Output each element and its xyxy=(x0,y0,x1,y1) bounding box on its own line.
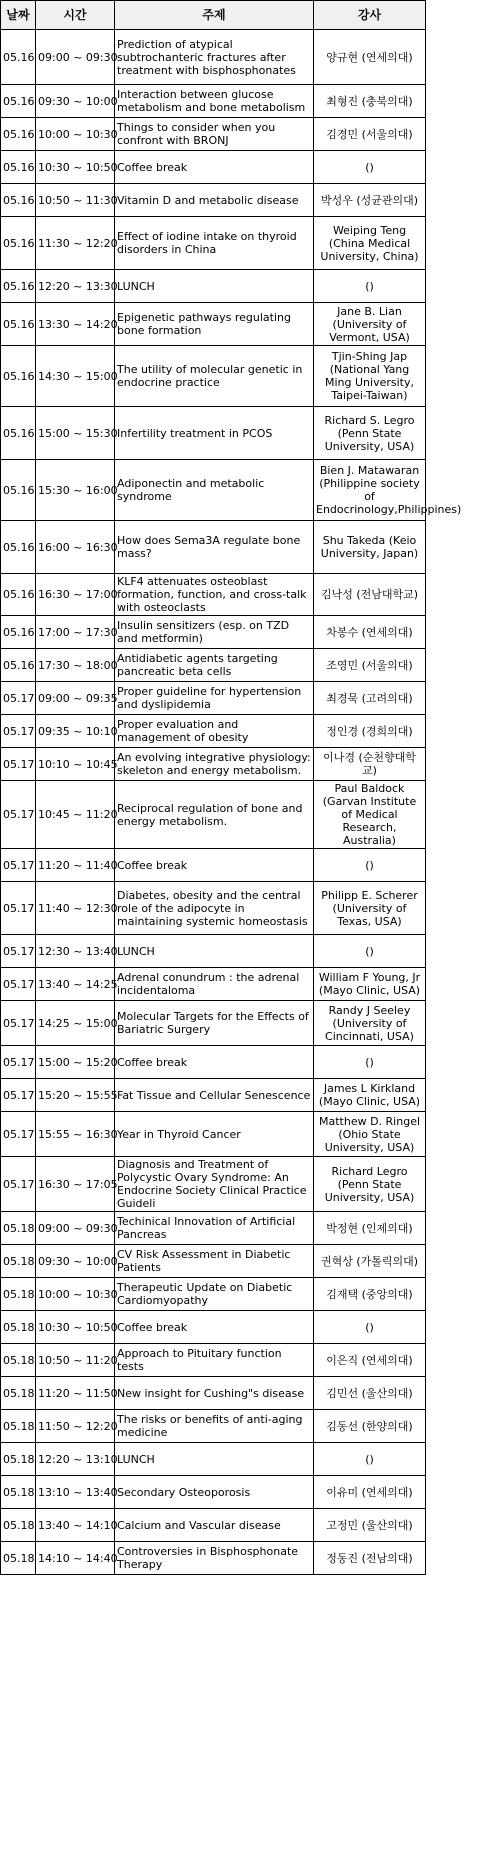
cell-speaker: 고정민 (울산의대) xyxy=(314,1509,426,1542)
table-row xyxy=(1,521,426,574)
cell-time: 13:30 ~ 14:20 xyxy=(36,303,115,346)
cell-date: 05.17 xyxy=(1,882,36,935)
cell-date: 05.16 xyxy=(1,303,36,346)
cell-time: 16:00 ~ 16:30 xyxy=(36,521,115,574)
table-row xyxy=(1,682,426,715)
cell-speaker: 정인경 (경희의대) xyxy=(314,715,426,748)
cell-date: 05.17 xyxy=(1,1079,36,1112)
cell-time: 14:10 ~ 14:40 xyxy=(36,1542,115,1575)
cell-topic: Reciprocal regulation of bone and energy metabolism. xyxy=(115,781,314,849)
cell-time: 12:20 ~ 13:30 xyxy=(36,270,115,303)
cell-time: 11:20 ~ 11:40 xyxy=(36,849,115,882)
cell-topic: Things to consider when you confront with BRONJ xyxy=(115,118,314,151)
cell-speaker: 김경민 (서울의대) xyxy=(314,118,426,151)
cell-time: 11:50 ~ 12:20 xyxy=(36,1410,115,1443)
table-row xyxy=(1,1245,426,1278)
cell-time: 13:40 ~ 14:10 xyxy=(36,1509,115,1542)
cell-speaker: () xyxy=(314,1443,426,1476)
table-row xyxy=(1,649,426,682)
cell-speaker: Weiping Teng (China Medical University, China) xyxy=(314,217,426,270)
table-row xyxy=(1,151,426,184)
header-date: 날짜 xyxy=(1,1,36,30)
cell-date: 05.18 xyxy=(1,1245,36,1278)
cell-date: 05.16 xyxy=(1,649,36,682)
cell-topic: CV Risk Assessment in Diabetic Patients xyxy=(115,1245,314,1278)
cell-date: 05.18 xyxy=(1,1542,36,1575)
cell-topic: Epigenetic pathways regulating bone formation xyxy=(115,303,314,346)
cell-speaker: Jane B. Lian (University of Vermont, USA) xyxy=(314,303,426,346)
cell-topic: Fat Tissue and Cellular Senescence xyxy=(115,1079,314,1112)
cell-speaker: 권혁상 (가톨릭의대) xyxy=(314,1245,426,1278)
cell-date: 05.17 xyxy=(1,968,36,1001)
table-row xyxy=(1,1509,426,1542)
cell-speaker: 정동진 (전남의대) xyxy=(314,1542,426,1575)
cell-time: 10:00 ~ 10:30 xyxy=(36,118,115,151)
cell-speaker: 김낙성 (전남대학교) xyxy=(314,574,426,616)
cell-speaker: James L Kirkland (Mayo Clinic, USA) xyxy=(314,1079,426,1112)
cell-date: 05.16 xyxy=(1,574,36,616)
cell-topic: Adiponectin and metabolic syndrome xyxy=(115,460,314,521)
cell-date: 05.16 xyxy=(1,184,36,217)
cell-time: 09:00 ~ 09:35 xyxy=(36,682,115,715)
table-row xyxy=(1,1443,426,1476)
cell-time: 14:30 ~ 15:00 xyxy=(36,346,115,407)
cell-time: 13:10 ~ 13:40 xyxy=(36,1476,115,1509)
cell-speaker: 조영민 (서울의대) xyxy=(314,649,426,682)
table-row xyxy=(1,346,426,407)
cell-date: 05.18 xyxy=(1,1377,36,1410)
header-row xyxy=(1,1,426,30)
cell-date: 05.17 xyxy=(1,748,36,781)
cell-date: 05.17 xyxy=(1,715,36,748)
cell-topic: Coffee break xyxy=(115,1311,314,1344)
cell-speaker: Randy J Seeley (University of Cincinnati, USA) xyxy=(314,1001,426,1046)
cell-speaker: () xyxy=(314,935,426,968)
cell-topic: Secondary Osteoporosis xyxy=(115,1476,314,1509)
cell-topic: Antidiabetic agents targeting pancreatic beta cells xyxy=(115,649,314,682)
cell-date: 05.16 xyxy=(1,151,36,184)
header-speaker: 강사 xyxy=(314,1,426,30)
table-row xyxy=(1,1542,426,1575)
cell-topic: Year in Thyroid Cancer xyxy=(115,1112,314,1157)
table-row xyxy=(1,781,426,849)
schedule-body xyxy=(1,30,462,1575)
cell-topic: Insulin sensitizers (esp. on TZD and metformin) xyxy=(115,616,314,649)
cell-date: 05.18 xyxy=(1,1509,36,1542)
cell-speaker: Richard S. Legro (Penn State University, USA) xyxy=(314,407,426,460)
cell-speaker: Paul Baldock (Garvan Institute of Medical Research, Australia) xyxy=(314,781,426,849)
cell-date: 05.18 xyxy=(1,1212,36,1245)
table-row xyxy=(1,1344,426,1377)
cell-topic: LUNCH xyxy=(115,270,314,303)
table-row xyxy=(1,118,426,151)
cell-speaker: 김민선 (울산의대) xyxy=(314,1377,426,1410)
cell-topic: Techinical Innovation of Artificial Pancreas xyxy=(115,1212,314,1245)
cell-time: 10:30 ~ 10:50 xyxy=(36,151,115,184)
cell-time: 11:20 ~ 11:50 xyxy=(36,1377,115,1410)
cell-time: 13:40 ~ 14:25 xyxy=(36,968,115,1001)
cell-time: 15:30 ~ 16:00 xyxy=(36,460,115,521)
cell-speaker: 최형진 (충북의대) xyxy=(314,85,426,118)
cell-time: 15:20 ~ 15:55 xyxy=(36,1079,115,1112)
cell-speaker: Philipp E. Scherer (University of Texas, USA) xyxy=(314,882,426,935)
cell-speaker: Bien J. Matawaran (Philippine society of Endocrinology,Philippines) xyxy=(314,460,426,521)
cell-time: 17:00 ~ 17:30 xyxy=(36,616,115,649)
cell-date: 05.17 xyxy=(1,1112,36,1157)
cell-time: 09:30 ~ 10:00 xyxy=(36,1245,115,1278)
table-row xyxy=(1,882,426,935)
table-row xyxy=(1,270,426,303)
table-row xyxy=(1,184,426,217)
cell-time: 12:20 ~ 13:10 xyxy=(36,1443,115,1476)
table-row xyxy=(1,1157,426,1212)
cell-speaker: () xyxy=(314,1311,426,1344)
cell-time: 12:30 ~ 13:40 xyxy=(36,935,115,968)
table-row xyxy=(1,616,426,649)
table-row xyxy=(1,849,426,882)
cell-speaker: 박정현 (인제의대) xyxy=(314,1212,426,1245)
cell-speaker: () xyxy=(314,270,426,303)
cell-topic: Controversies in Bisphosphonate Therapy xyxy=(115,1542,314,1575)
table-row xyxy=(1,407,426,460)
cell-time: 10:30 ~ 10:50 xyxy=(36,1311,115,1344)
cell-speaker: 이나경 (순천향대학교) xyxy=(314,748,426,781)
cell-time: 11:40 ~ 12:30 xyxy=(36,882,115,935)
cell-time: 16:30 ~ 17:05 xyxy=(36,1157,115,1212)
cell-time: 09:00 ~ 09:30 xyxy=(36,1212,115,1245)
cell-date: 05.18 xyxy=(1,1344,36,1377)
cell-date: 05.18 xyxy=(1,1476,36,1509)
table-row xyxy=(1,1001,426,1046)
cell-topic: Coffee break xyxy=(115,849,314,882)
header-time: 시간 xyxy=(36,1,115,30)
cell-speaker: Shu Takeda (Keio University, Japan) xyxy=(314,521,426,574)
cell-date: 05.16 xyxy=(1,521,36,574)
cell-topic: Infertility treatment in PCOS xyxy=(115,407,314,460)
cell-time: 11:30 ~ 12:20 xyxy=(36,217,115,270)
cell-time: 17:30 ~ 18:00 xyxy=(36,649,115,682)
cell-date: 05.17 xyxy=(1,935,36,968)
cell-topic: Calcium and Vascular disease xyxy=(115,1509,314,1542)
cell-time: 15:00 ~ 15:30 xyxy=(36,407,115,460)
cell-speaker: 이은직 (연세의대) xyxy=(314,1344,426,1377)
cell-speaker: 최경묵 (고려의대) xyxy=(314,682,426,715)
cell-topic: LUNCH xyxy=(115,1443,314,1476)
cell-time: 10:50 ~ 11:30 xyxy=(36,184,115,217)
cell-time: 10:50 ~ 11:20 xyxy=(36,1344,115,1377)
cell-speaker: William F Young, Jr (Mayo Clinic, USA) xyxy=(314,968,426,1001)
cell-topic: New insight for Cushing"s disease xyxy=(115,1377,314,1410)
cell-topic: Diabetes, obesity and the central role of the adipocyte in maintaining systemic homeostasis xyxy=(115,882,314,935)
cell-topic: Approach to Pituitary function tests xyxy=(115,1344,314,1377)
table-row xyxy=(1,574,426,616)
cell-speaker: Richard Legro (Penn State University, USA) xyxy=(314,1157,426,1212)
cell-topic: Diagnosis and Treatment of Polycystic Ovary Syndrome: An Endocrine Society Clinical Practice Guideli xyxy=(115,1157,314,1212)
cell-time: 10:00 ~ 10:30 xyxy=(36,1278,115,1311)
cell-time: 09:00 ~ 09:30 xyxy=(36,30,115,85)
cell-date: 05.17 xyxy=(1,1157,36,1212)
cell-speaker: 김동선 (한양의대) xyxy=(314,1410,426,1443)
cell-topic: The risks or benefits of anti-aging medicine xyxy=(115,1410,314,1443)
cell-time: 16:30 ~ 17:00 xyxy=(36,574,115,616)
cell-topic: An evolving integrative physiology: skeleton and energy metabolism. xyxy=(115,748,314,781)
cell-speaker: 박성우 (성균관의대) xyxy=(314,184,426,217)
cell-topic: Coffee break xyxy=(115,1046,314,1079)
cell-speaker: 양규현 (연세의대) xyxy=(314,30,426,85)
cell-date: 05.16 xyxy=(1,118,36,151)
cell-speaker: 차봉수 (연세의대) xyxy=(314,616,426,649)
table-row xyxy=(1,1212,426,1245)
table-row xyxy=(1,85,426,118)
cell-date: 05.17 xyxy=(1,781,36,849)
cell-topic: Adrenal conundrum : the adrenal incidentaloma xyxy=(115,968,314,1001)
cell-time: 10:45 ~ 11:20 xyxy=(36,781,115,849)
cell-speaker: Matthew D. Ringel (Ohio State University, USA) xyxy=(314,1112,426,1157)
table-row xyxy=(1,748,426,781)
cell-topic: Effect of iodine intake on thyroid disorders in China xyxy=(115,217,314,270)
cell-topic: KLF4 attenuates osteoblast formation, function, and cross-talk with osteoclasts xyxy=(115,574,314,616)
header-topic: 주제 xyxy=(115,1,314,30)
cell-date: 05.17 xyxy=(1,1001,36,1046)
cell-topic: Molecular Targets for the Effects of Bariatric Surgery xyxy=(115,1001,314,1046)
cell-date: 05.17 xyxy=(1,849,36,882)
table-row xyxy=(1,715,426,748)
cell-date: 05.16 xyxy=(1,30,36,85)
cell-date: 05.16 xyxy=(1,85,36,118)
cell-speaker: () xyxy=(314,1046,426,1079)
cell-topic: Proper evaluation and management of obesity xyxy=(115,715,314,748)
cell-date: 05.16 xyxy=(1,616,36,649)
cell-topic: Therapeutic Update on Diabetic Cardiomyopathy xyxy=(115,1278,314,1311)
table-row xyxy=(1,217,426,270)
table-row xyxy=(1,303,426,346)
cell-topic: Proper guideline for hypertension and dyslipidemia xyxy=(115,682,314,715)
cell-time: 09:35 ~ 10:10 xyxy=(36,715,115,748)
cell-date: 05.18 xyxy=(1,1443,36,1476)
table-row xyxy=(1,1046,426,1079)
cell-date: 05.18 xyxy=(1,1311,36,1344)
cell-time: 15:55 ~ 16:30 xyxy=(36,1112,115,1157)
cell-speaker: 이유미 (연세의대) xyxy=(314,1476,426,1509)
cell-topic: The utility of molecular genetic in endocrine practice xyxy=(115,346,314,407)
cell-date: 05.16 xyxy=(1,460,36,521)
table-row xyxy=(1,460,426,521)
table-row xyxy=(1,1112,426,1157)
cell-date: 05.18 xyxy=(1,1278,36,1311)
table-row xyxy=(1,968,426,1001)
table-row xyxy=(1,1311,426,1344)
cell-speaker: () xyxy=(314,849,426,882)
cell-date: 05.18 xyxy=(1,1410,36,1443)
cell-time: 10:10 ~ 10:45 xyxy=(36,748,115,781)
cell-topic: How does Sema3A regulate bone mass? xyxy=(115,521,314,574)
table-row xyxy=(1,1476,426,1509)
table-row xyxy=(1,30,426,85)
table-row xyxy=(1,1410,426,1443)
table-row xyxy=(1,1278,426,1311)
cell-date: 05.16 xyxy=(1,346,36,407)
cell-time: 09:30 ~ 10:00 xyxy=(36,85,115,118)
cell-speaker: Tjin-Shing Jap (National Yang Ming University, Taipei-Taiwan) xyxy=(314,346,426,407)
cell-date: 05.16 xyxy=(1,270,36,303)
cell-topic: Interaction between glucose metabolism and bone metabolism xyxy=(115,85,314,118)
cell-topic: LUNCH xyxy=(115,935,314,968)
cell-date: 05.16 xyxy=(1,407,36,460)
cell-topic: Vitamin D and metabolic disease xyxy=(115,184,314,217)
cell-speaker: 김재택 (중앙의대) xyxy=(314,1278,426,1311)
table-row xyxy=(1,1377,426,1410)
table-row xyxy=(1,935,426,968)
cell-topic: Coffee break xyxy=(115,151,314,184)
cell-topic: Prediction of atypical subtrochanteric fractures after treatment with bisphosphonates xyxy=(115,30,314,85)
cell-date: 05.17 xyxy=(1,1046,36,1079)
cell-date: 05.16 xyxy=(1,217,36,270)
cell-time: 14:25 ~ 15:00 xyxy=(36,1001,115,1046)
cell-time: 15:00 ~ 15:20 xyxy=(36,1046,115,1079)
cell-speaker: () xyxy=(314,151,426,184)
cell-date: 05.17 xyxy=(1,682,36,715)
table-row xyxy=(1,1079,426,1112)
